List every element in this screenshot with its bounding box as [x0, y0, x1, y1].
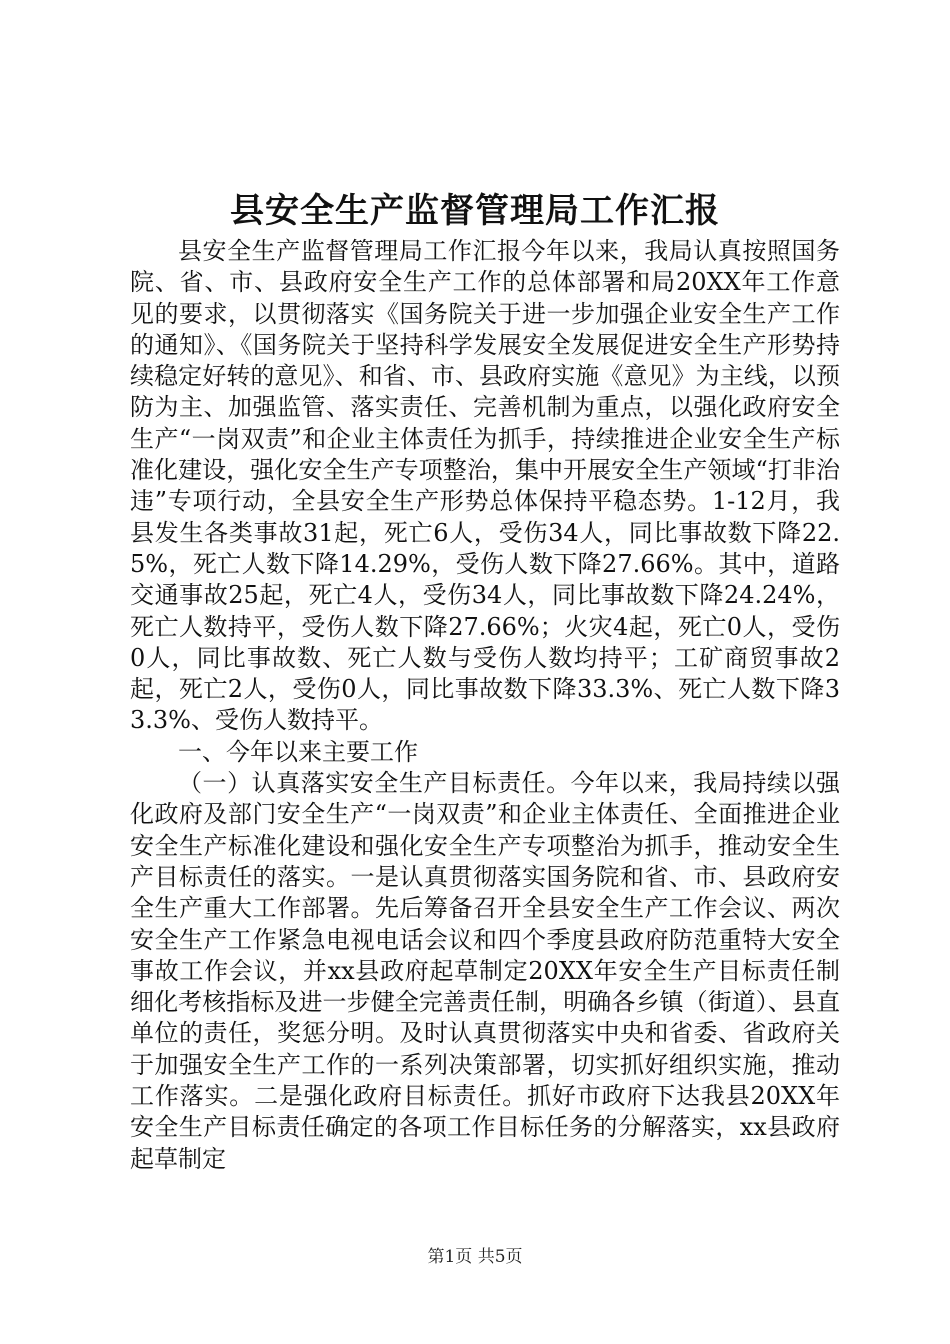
document-title: 县安全生产监督管理局工作汇报: [230, 191, 720, 231]
intro-paragraph: 县安全生产监督管理局工作汇报今年以来，我局认真按照国务院、省、市、县政府安全生产工作的总体部署和局20XX年工作意见的要求，以贯彻落实《国务院关于进一步加强企业安全生产工作的通知》、《国务院关于坚持科学发展安全发展促进安全生产形势持续稳定好转的意见》、和省、市、县政府实施《意见》为主线，以预防为主、加强监管、落实责任、完善机制为重点，以强化政府安全生产“一岗双责”和企业主体责任为抓手，持续推进企业安全生产标准化建设，强化安全生产专项整治，集中开展安全生产领域“打非治违”专项行动，全县安全生产形势总体保持平稳态势。1-12月，我县发生各类事故31起，死亡6人，受伤34人，同比事故数下降22.5%，死亡人数下降14.29%，受伤人数下降27.66%。其中，道路交通事故25起，死亡4人，受伤34人，同比事故数下降24.24%，死亡人数持平，受伤人数下降27.66%；火灾4起，死亡0人，受伤0人，同比事故数、死亡人数与受伤人数均持平；工矿商贸事故2起，死亡2人，受伤0人，同比事故数下降33.3%、死亡人数下降33.3%、受伤人数持平。: [130, 237, 840, 735]
page-footer: 第1页 共5页: [427, 1247, 523, 1267]
subsection-paragraph: （一）认真落实安全生产目标责任。今年以来，我局持续以强化政府及部门安全生产“一岗双责”和企业主体责任、全面推进企业安全生产标准化建设和强化安全生产专项整治为抓手，推动安全生产目标责任的落实。一是认真贯彻落实国务院和省、市、县政府安全生产重大工作部署。先后筹备召开全县安全生产工作会议、两次安全生产工作紧急电视电话会议和四个季度县政府防范重特大安全事故工作会议，并xx县政府起草制定20XX年安全生产目标责任制细化考核指标及进一步健全完善责任制，明确各乡镇（街道）、县直单位的责任，奖惩分明。及时认真贯彻落实中央和省委、省政府关于加强安全生产工作的一系列决策部署，切实抓好组织实施，推动工作落实。二是强化政府目标责任。抓好市政府下达我县20XX年安全生产目标责任确定的各项工作目标任务的分解落实，xx县政府起草制定: [130, 769, 840, 1173]
document-body: [130, 236, 840, 1175]
section-heading: 一、今年以来主要工作: [178, 737, 418, 766]
